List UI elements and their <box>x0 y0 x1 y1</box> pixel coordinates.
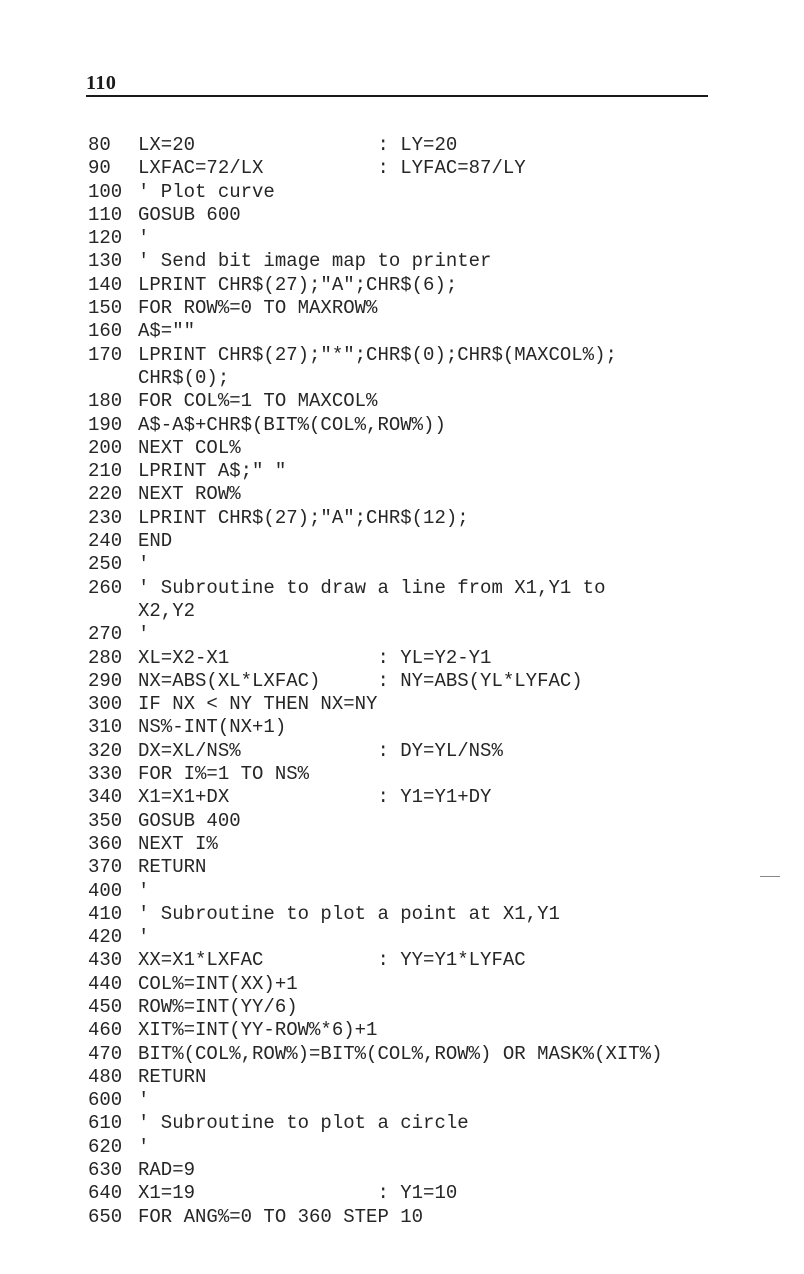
code-line <box>88 1136 663 1159</box>
line-number: 310 <box>88 716 123 739</box>
line-number: 640 <box>88 1182 123 1205</box>
code-line <box>88 670 663 693</box>
code-line <box>88 460 663 483</box>
line-number: 480 <box>88 1065 123 1088</box>
code-text: A$="" <box>138 320 196 343</box>
code-line <box>88 250 663 273</box>
line-number: 290 <box>88 669 123 692</box>
code-text: ' <box>138 1135 150 1158</box>
code-text: COL%=INT(XX)+1 <box>138 972 298 995</box>
line-number: 630 <box>88 1159 123 1182</box>
code-text: NEXT I% <box>138 832 218 855</box>
code-text: GOSUB 400 <box>138 809 241 832</box>
code-line <box>88 483 663 506</box>
line-number: 450 <box>88 995 123 1018</box>
code-text: ' <box>138 879 150 902</box>
line-number: 220 <box>88 483 123 506</box>
code-line <box>88 949 663 972</box>
code-text: RETURN <box>138 856 207 879</box>
code-line <box>88 1043 663 1066</box>
code-text: ' Subroutine to plot a point at X1,Y1 <box>138 902 560 925</box>
line-number: 210 <box>88 460 123 483</box>
line-number: 400 <box>88 879 123 902</box>
code-text: RAD=9 <box>138 1159 196 1182</box>
code-text: IF NX < NY THEN NX=NY <box>138 693 378 716</box>
code-line <box>88 1112 663 1135</box>
line-number: 650 <box>88 1205 123 1228</box>
code-line <box>88 1089 663 1112</box>
code-text: ' Subroutine to plot a circle <box>138 1112 469 1135</box>
code-text: LPRINT A$;" " <box>138 460 287 483</box>
code-text: NX=ABS(XL*LXFAC) : NY=ABS(YL*LYFAC) <box>138 669 583 692</box>
code-line-continuation <box>88 600 663 623</box>
code-text: ' <box>138 623 150 646</box>
code-text: XL=X2-X1 : YL=Y2-Y1 <box>138 646 492 669</box>
code-listing <box>88 134 663 1229</box>
code-line <box>88 623 663 646</box>
code-line <box>88 763 663 786</box>
code-line <box>88 1206 663 1229</box>
stray-mark <box>760 876 780 877</box>
code-line <box>88 414 663 437</box>
code-text: X1=19 : Y1=10 <box>138 1182 458 1205</box>
code-text: NEXT ROW% <box>138 483 241 506</box>
code-text: FOR I%=1 TO NS% <box>138 763 310 786</box>
code-text: FOR COL%=1 TO MAXCOL% <box>138 390 378 413</box>
code-line <box>88 810 663 833</box>
code-text: DX=XL/NS% : DY=YL/NS% <box>138 739 503 762</box>
code-text: LX=20 : LY=20 <box>138 134 458 156</box>
line-number: 620 <box>88 1135 123 1158</box>
code-line <box>88 1066 663 1089</box>
code-text: LPRINT CHR$(27);"A";CHR$(6); <box>138 273 458 296</box>
code-text: FOR ROW%=0 TO MAXROW% <box>138 297 378 320</box>
code-text: CHR$(0); <box>138 366 230 389</box>
line-number: 160 <box>88 320 123 343</box>
line-number: 610 <box>88 1112 123 1135</box>
line-number: 100 <box>88 180 123 203</box>
line-number: 300 <box>88 693 123 716</box>
line-number: 340 <box>88 786 123 809</box>
code-text: X2,Y2 <box>138 599 196 622</box>
line-number: 470 <box>88 1042 123 1065</box>
line-number: 150 <box>88 297 123 320</box>
line-number: 260 <box>88 576 123 599</box>
line-number: 460 <box>88 1019 123 1042</box>
code-line <box>88 926 663 949</box>
code-line <box>88 1159 663 1182</box>
line-number: 130 <box>88 250 123 273</box>
code-line <box>88 204 663 227</box>
code-line <box>88 530 663 553</box>
code-text: LXFAC=72/LX : LYFAC=87/LY <box>138 157 526 180</box>
code-line <box>88 716 663 739</box>
line-number: 230 <box>88 506 123 529</box>
code-text: XX=X1*LXFAC : YY=Y1*LYFAC <box>138 949 526 972</box>
code-line <box>88 1019 663 1042</box>
code-text: ' <box>138 553 150 576</box>
code-line <box>88 274 663 297</box>
line-number: 440 <box>88 972 123 995</box>
code-line <box>88 903 663 926</box>
code-line <box>88 996 663 1019</box>
code-text: ' <box>138 926 150 949</box>
header-rule <box>86 95 708 97</box>
line-number: 430 <box>88 949 123 972</box>
code-text: ROW%=INT(YY/6) <box>138 995 298 1018</box>
code-text: A$-A$+CHR$(BIT%(COL%,ROW%)) <box>138 413 446 436</box>
line-number: 90 <box>88 157 111 180</box>
line-number: 270 <box>88 623 123 646</box>
line-number: 110 <box>88 203 123 226</box>
code-text: GOSUB 600 <box>138 203 241 226</box>
line-number: 350 <box>88 809 123 832</box>
code-line <box>88 693 663 716</box>
line-number: 330 <box>88 763 123 786</box>
code-text: FOR ANG%=0 TO 360 STEP 10 <box>138 1205 424 1228</box>
code-line <box>88 577 663 600</box>
line-number: 320 <box>88 739 123 762</box>
line-number: 280 <box>88 646 123 669</box>
line-number: 250 <box>88 553 123 576</box>
code-line <box>88 134 663 157</box>
code-text: ' Send bit image map to printer <box>138 250 492 273</box>
line-number: 80 <box>88 134 111 156</box>
line-number: 140 <box>88 273 123 296</box>
code-text: NS%-INT(NX+1) <box>138 716 287 739</box>
code-line <box>88 297 663 320</box>
line-number: 410 <box>88 902 123 925</box>
code-text: NEXT COL% <box>138 436 241 459</box>
code-line <box>88 390 663 413</box>
line-number: 190 <box>88 413 123 436</box>
code-text: ' Plot curve <box>138 180 275 203</box>
code-line <box>88 181 663 204</box>
line-number: 360 <box>88 832 123 855</box>
code-text: XIT%=INT(YY-ROW%*6)+1 <box>138 1019 378 1042</box>
code-text: X1=X1+DX : Y1=Y1+DY <box>138 786 492 809</box>
code-line <box>88 786 663 809</box>
code-text: ' <box>138 1089 150 1112</box>
line-number: 420 <box>88 926 123 949</box>
code-line-continuation <box>88 367 663 390</box>
code-line <box>88 227 663 250</box>
code-text: ' Subroutine to draw a line from X1,Y1 to <box>138 576 606 599</box>
code-text: ' <box>138 227 150 250</box>
line-number: 370 <box>88 856 123 879</box>
line-number: 200 <box>88 436 123 459</box>
line-number: 170 <box>88 343 123 366</box>
code-line <box>88 740 663 763</box>
code-line <box>88 856 663 879</box>
line-number: 240 <box>88 530 123 553</box>
code-line <box>88 880 663 903</box>
code-line <box>88 157 663 180</box>
code-line <box>88 437 663 460</box>
code-text: END <box>138 530 173 553</box>
line-number: 600 <box>88 1089 123 1112</box>
code-line <box>88 507 663 530</box>
code-line <box>88 344 663 367</box>
code-text: LPRINT CHR$(27);"A";CHR$(12); <box>138 506 469 529</box>
code-text: LPRINT CHR$(27);"*";CHR$(0);CHR$(MAXCOL%); <box>138 343 617 366</box>
line-number: 180 <box>88 390 123 413</box>
code-line <box>88 1182 663 1205</box>
code-text: BIT%(COL%,ROW%)=BIT%(COL%,ROW%) OR MASK%(XIT%) <box>138 1042 663 1065</box>
page-number: 110 <box>86 72 117 94</box>
code-line <box>88 833 663 856</box>
code-line <box>88 647 663 670</box>
code-line <box>88 553 663 576</box>
code-line <box>88 320 663 343</box>
code-line <box>88 973 663 996</box>
code-text: RETURN <box>138 1065 207 1088</box>
line-number: 120 <box>88 227 123 250</box>
